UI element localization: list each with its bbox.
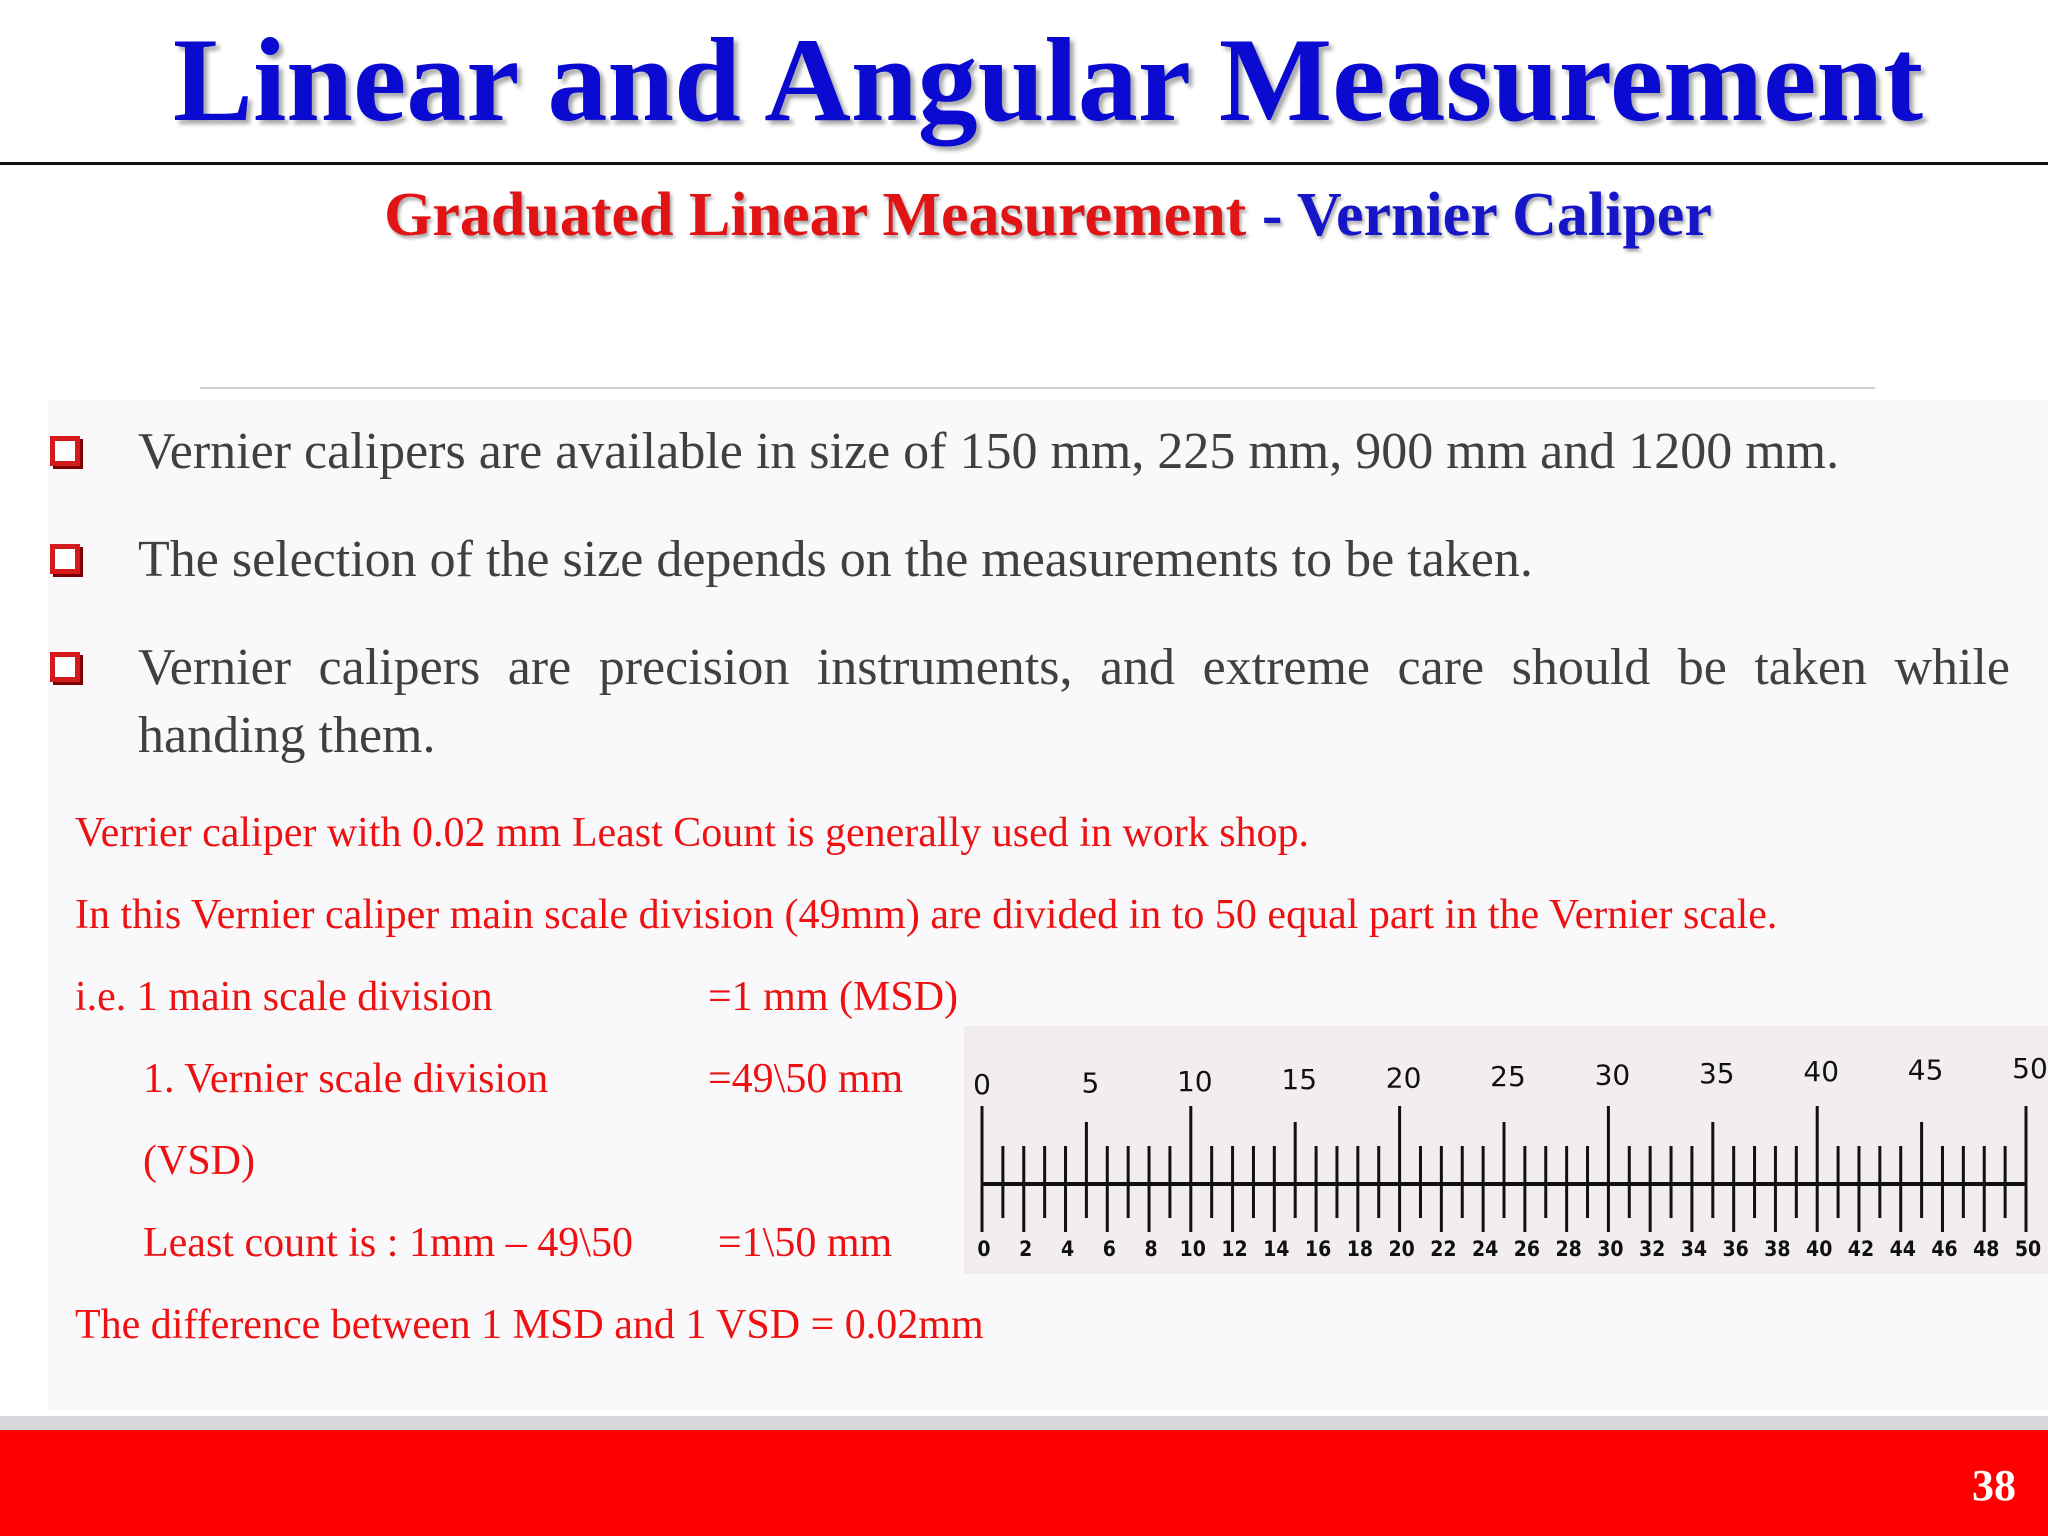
bottom-scale-label: 28	[1555, 1237, 1582, 1261]
vsd-abbreviation: (VSD)	[143, 1138, 255, 1184]
top-scale-label: 0	[973, 1068, 991, 1101]
vsd-value: =49\50 mm	[708, 1056, 904, 1102]
top-scale-label: 5	[1081, 1066, 1100, 1100]
bottom-scale-label: 38	[1764, 1237, 1791, 1261]
bottom-scale-label: 2	[1019, 1237, 1033, 1261]
checkbox-bullet-icon	[50, 652, 80, 682]
checkbox-bullet-icon	[50, 436, 80, 466]
bottom-scale-label: 44	[1889, 1237, 1916, 1261]
slide-subtitle	[0, 178, 2048, 252]
bottom-scale-label: 6	[1102, 1237, 1116, 1261]
top-scale-label: 45	[1907, 1053, 1944, 1087]
bullet-item	[50, 418, 2010, 486]
msd-value: =1 mm (MSD)	[708, 974, 959, 1020]
bottom-scale-label: 4	[1060, 1237, 1075, 1261]
bottom-scale-label: 8	[1144, 1237, 1158, 1261]
note-division: In this Vernier caliper main scale division (49mm) are divided in to 50 equal part in the Vernier scale.	[75, 892, 1778, 938]
bottom-scale-label: 14	[1263, 1237, 1290, 1261]
msd-label: i.e. 1 main scale division	[75, 974, 493, 1020]
footer-bar	[0, 1430, 2048, 1536]
top-scale-label: 15	[1281, 1063, 1318, 1097]
top-scale-label: 25	[1490, 1060, 1526, 1093]
content-divider	[200, 387, 1875, 389]
bottom-scale-label: 46	[1931, 1237, 1958, 1261]
top-scale-label: 50	[2012, 1052, 2048, 1085]
bullet-item	[50, 634, 2010, 770]
bottom-scale-label: 24	[1471, 1237, 1499, 1261]
bullet-text: Vernier calipers are precision instruments, and extreme care should be taken while handing them.	[138, 639, 2010, 764]
bottom-scale-label: 40	[1806, 1237, 1833, 1261]
title-divider	[0, 162, 2048, 165]
least-count-value: =1\50 mm	[718, 1220, 893, 1266]
least-count-label: Least count is : 1mm – 49\50	[143, 1220, 633, 1266]
vernier-scale-figure	[964, 1026, 2048, 1274]
vsd-label: 1. Vernier scale division	[143, 1056, 549, 1102]
vernier-scale-svg	[964, 1026, 2048, 1274]
slide-title: Linear and Angular Measurement	[172, 13, 1924, 146]
top-scale-label: 20	[1385, 1061, 1422, 1095]
note-difference: The difference between 1 MSD and 1 VSD = 0.02mm	[75, 1302, 984, 1348]
checkbox-bullet-icon	[50, 544, 80, 574]
bullet-list	[50, 418, 2010, 770]
top-scale-label: 40	[1803, 1055, 1840, 1089]
bottom-scale-label: 12	[1221, 1237, 1248, 1261]
top-scale-label: 10	[1176, 1064, 1213, 1098]
subtitle-instrument: - Vernier Caliper	[1246, 181, 1712, 249]
bottom-scale-label: 26	[1513, 1237, 1541, 1261]
bottom-scale-label: 22	[1430, 1237, 1457, 1261]
bottom-scale-label: 20	[1388, 1237, 1415, 1261]
bullet-item	[50, 526, 2010, 594]
bottom-scale-label: 0	[977, 1237, 991, 1261]
bullet-text: The selection of the size depends on the measurements to be taken.	[138, 531, 1533, 588]
bottom-scale-label: 10	[1179, 1237, 1206, 1261]
top-scale-label: 30	[1594, 1058, 1631, 1092]
bottom-scale-label: 34	[1680, 1237, 1708, 1261]
bottom-scale-label: 30	[1597, 1237, 1624, 1261]
page-number: 38	[1972, 1461, 2016, 1510]
top-scale-label: 35	[1698, 1056, 1735, 1090]
note-least-count: Verrier caliper with 0.02 mm Least Count is generally used in work shop.	[75, 810, 1310, 856]
bottom-scale-label: 16	[1304, 1237, 1332, 1261]
footer-band	[0, 1416, 2048, 1430]
bottom-scale-label: 42	[1847, 1237, 1875, 1261]
bottom-scale-label: 48	[1973, 1237, 2000, 1261]
bullet-text: Vernier calipers are available in size of 150 mm, 225 mm, 900 mm and 1200 mm.	[138, 423, 1840, 480]
bottom-scale-label: 18	[1346, 1237, 1373, 1261]
subtitle-topic: Graduated Linear Measurement	[384, 181, 1247, 249]
bottom-scale-label: 36	[1722, 1237, 1749, 1261]
bottom-scale-label: 50	[2014, 1237, 2042, 1261]
bottom-scale-label: 32	[1639, 1237, 1666, 1261]
